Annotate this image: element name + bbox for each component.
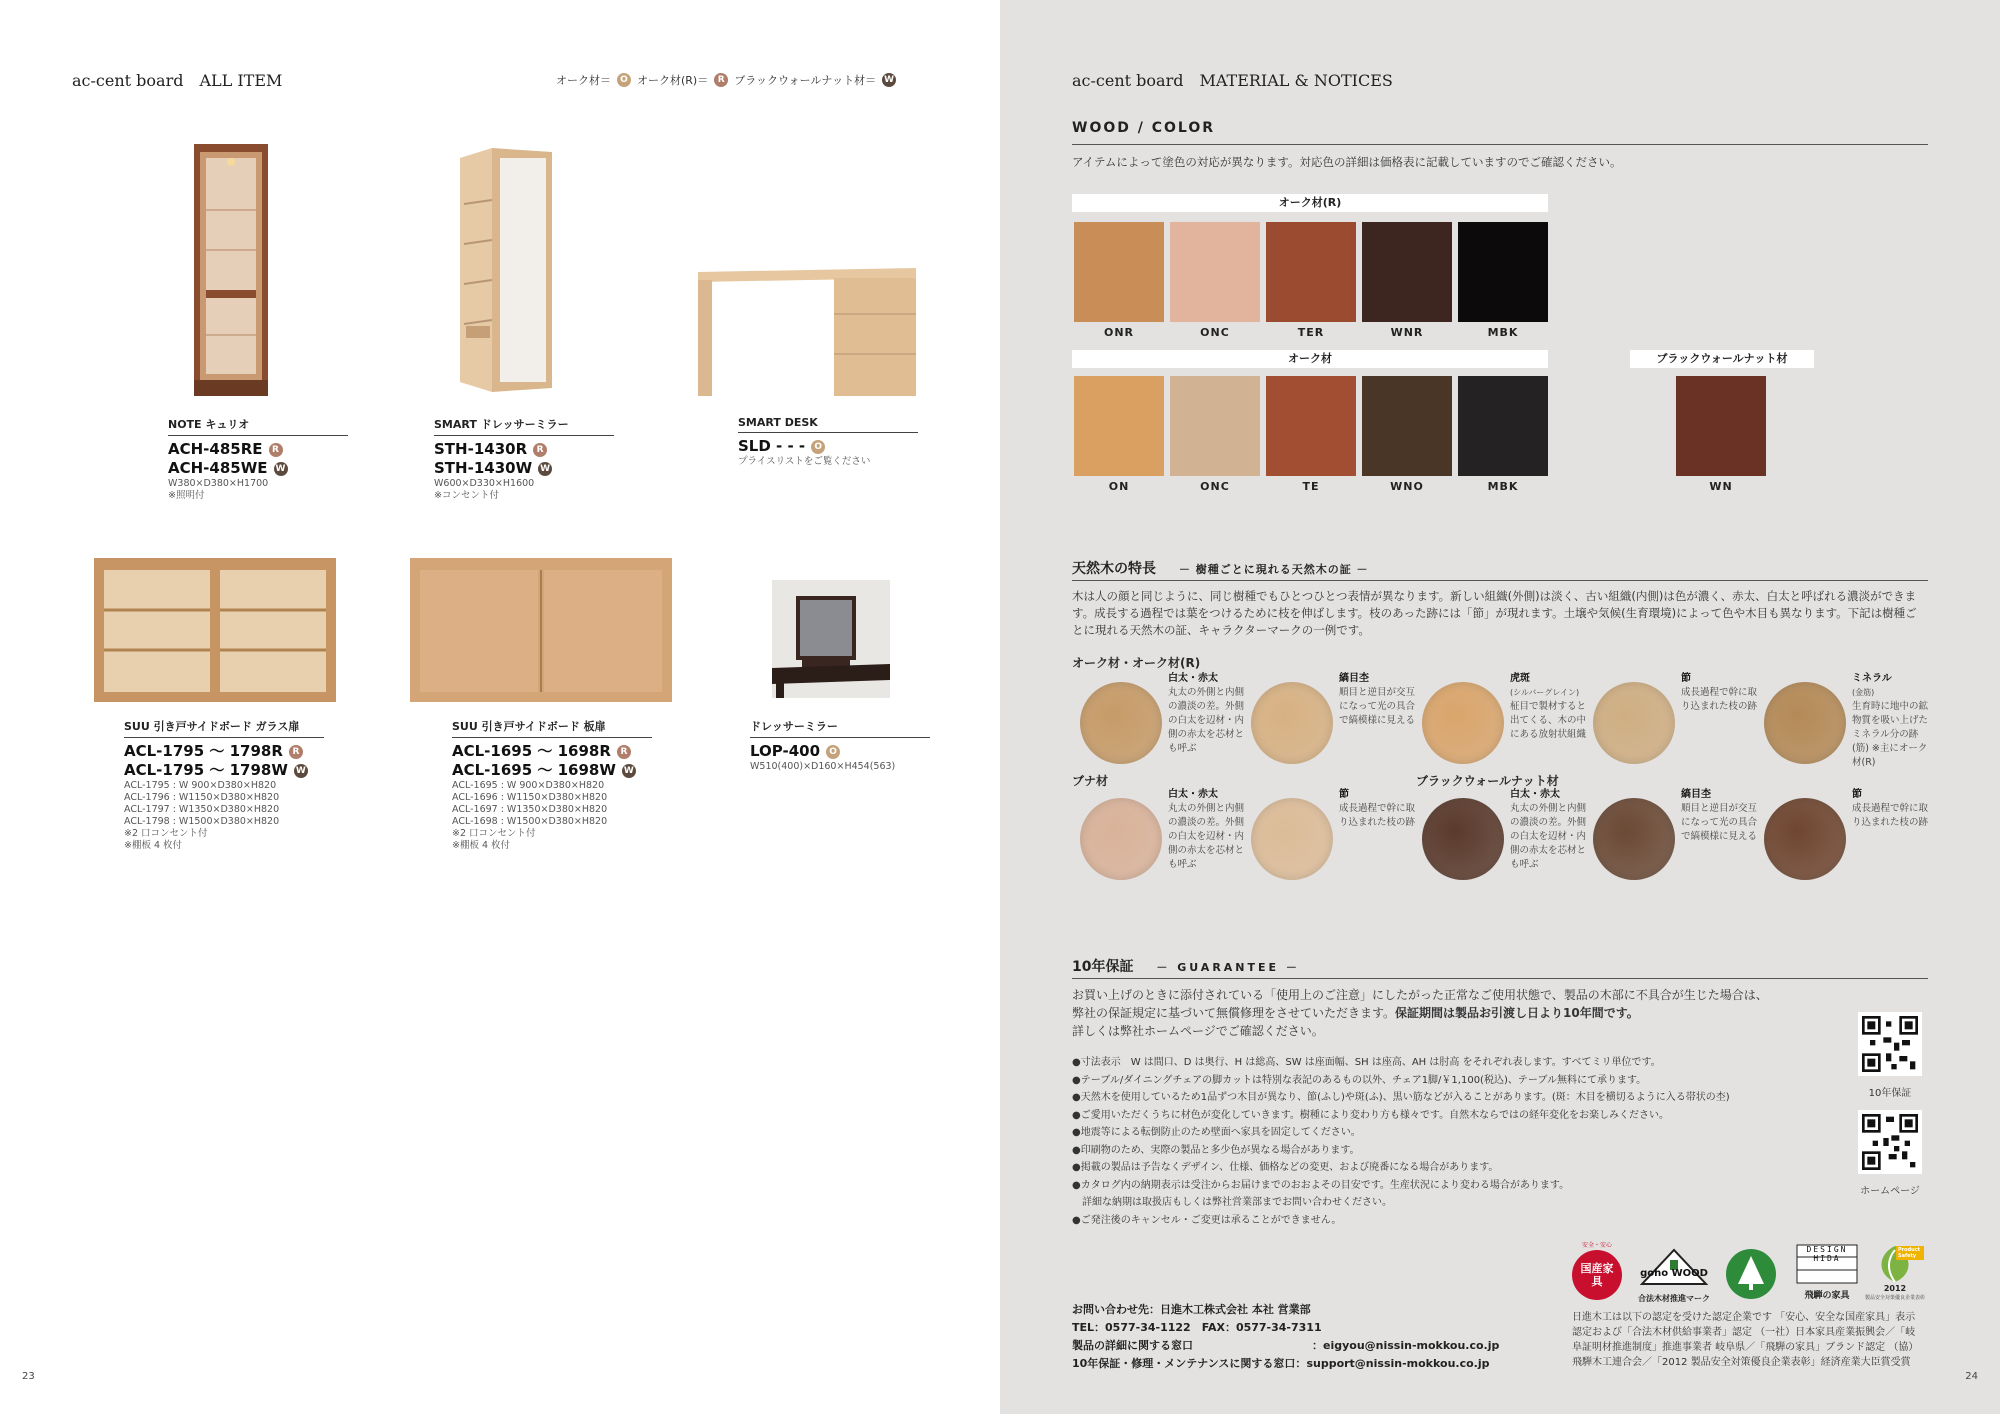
guarantee-period: 保証期間は製品お引渡し日より10年間です。	[1395, 1006, 1639, 1020]
code-text: ACL-1795 ～ 1798W	[124, 761, 288, 779]
natural-wood-body: 木は人の顔と同じように、同じ樹種でもひとつひとつ表情が異なります。新しい組織(外側)は淡く、古い組織(内側)は色が濃く、赤太、白太と呼ばれる濃淡ができます。成長する過程では葉をつけるために枝を伸ばします。枝のあった跡には「節」が現れます。土壌や気候(生育環境)によって色や木目も異なります。下記は樹種ごとに現れる天然木の証、キャラクターマークの一例です。	[1072, 589, 1917, 637]
walnut-group-label: ブラックウォールナット材	[1630, 350, 1814, 368]
color-swatch-wno	[1362, 376, 1452, 476]
product-spec: プライスリストをご覧ください	[738, 456, 871, 467]
character-mark-text: 成長過程で幹に取り込まれた枝の跡	[1681, 687, 1758, 712]
swatch-label: WNO	[1390, 480, 1424, 493]
notice-item: ●テーブル/ダイニングチェアの脚カットは特別な表記のあるもの以外、チェア1脚/￥1,100(税込)、テーブル無料にて承ります。	[1072, 1074, 1647, 1086]
glass-sideboard-image	[92, 556, 338, 704]
contact-product-inquiry	[1072, 1337, 1499, 1355]
oak-r-mark-icon: R	[617, 745, 631, 759]
contact-guarantee-inquiry	[1072, 1355, 1499, 1373]
notice-item: 詳細な納期は取扱店もしくは弊社営業部までお問い合わせください。	[1072, 1197, 1392, 1208]
guarantee-line-a: 弊社の保証規定に基づいて無償修理をさせていただきます。	[1072, 1006, 1396, 1020]
contact-email[interactable]: ：eigyou@nissin-mokkou.co.jp	[1312, 1339, 1500, 1352]
product-card	[750, 718, 930, 773]
color-swatch-te	[1266, 376, 1356, 476]
dresser-mirror-image	[452, 144, 562, 394]
product-category: ドレッサーミラー	[750, 718, 930, 738]
product-code	[738, 437, 918, 456]
product-category: NOTE キュリオ	[168, 416, 348, 436]
beech-characters-label: ブナ材	[1072, 774, 1109, 788]
product-card	[434, 416, 614, 502]
notices-list	[1072, 1054, 1730, 1229]
swatch-label: WNR	[1390, 326, 1424, 339]
color-swatch-wnr	[1362, 222, 1452, 322]
color-swatch-ter	[1266, 222, 1356, 322]
award-year: 2012	[1883, 1284, 1907, 1293]
guarantee-qr-code[interactable]	[1858, 1012, 1922, 1076]
guarantee-heading	[1072, 956, 1300, 976]
divider	[1072, 978, 1928, 979]
character-mark-text: 柾目で製材すると出てくる、木の中にある放射状組織	[1510, 701, 1587, 740]
walnut-mark-icon: W	[882, 73, 896, 87]
hida-kagu-logo	[1796, 1244, 1858, 1302]
color-swatch-onr	[1074, 222, 1164, 322]
product-spec: W510(400)×D160×H454(563)	[750, 761, 896, 772]
notice-item: ●掲載の製品は予告なくデザイン、仕様、価格などの変更、および廃番になる場合があります。	[1072, 1162, 1499, 1173]
goho-logo-text: goho WOOD	[1640, 1268, 1708, 1279]
notice-item: ●カタログ内の納期表示は受注からお届けまでのおおよその目安です。生産状況により変わる場合があります。	[1072, 1179, 1570, 1191]
notice-item: ●天然木を使用しているため1品ずつ木目が異なり、節(ふし)や斑(ふ)、黒い筋などが入ることがあります。(斑：木目を横切るように入る帯状の杢)	[1072, 1092, 1730, 1103]
color-swatch-on	[1074, 376, 1164, 476]
kokusan-logo-text: 国産家具	[1580, 1262, 1614, 1288]
product-code	[168, 440, 348, 459]
character-mark-name: 節	[1339, 789, 1349, 800]
code-text: ACH-485RE	[168, 440, 263, 458]
divider	[1072, 580, 1928, 581]
product-code	[452, 761, 652, 780]
walnut-characters-label: ブラックウォールナット材	[1416, 774, 1559, 788]
goho-logo-caption: 合法木材推進マーク	[1638, 1294, 1710, 1303]
wood-grain-sample	[1422, 682, 1504, 764]
contact-phone: TEL：0577-34-1122 FAX：0577-34-7311	[1072, 1321, 1322, 1334]
swatch-label: MBK	[1487, 480, 1519, 493]
color-swatch-mbk	[1458, 376, 1548, 476]
product-spec: W600×D330×H1600	[434, 478, 535, 489]
kokusan-logo-top: 安全・安心	[1581, 1242, 1612, 1249]
product-spec: ACL-1696 : W1150×D380×H820	[452, 792, 608, 803]
product-spec: ※棚板 4 枚付	[452, 840, 511, 851]
divider	[1072, 144, 1928, 145]
color-swatch-onc	[1170, 376, 1260, 476]
swatch-label: ONR	[1103, 326, 1135, 339]
right-page	[1000, 0, 2000, 1414]
product-spec: W380×D380×H1700	[168, 478, 269, 489]
oak-mark-icon: O	[826, 745, 840, 759]
code-text: ACL-1695 ～ 1698W	[452, 761, 616, 779]
product-spec: ACL-1795 : W 900×D380×H820	[124, 780, 277, 791]
product-spec: ACL-1798 : W1500×D380×H820	[124, 816, 280, 827]
color-swatch-onc	[1170, 222, 1260, 322]
character-mark-name: 虎斑	[1510, 673, 1530, 684]
oak-r-mark-icon: R	[714, 73, 728, 87]
character-mark-name: 節	[1852, 789, 1862, 800]
natural-subheading: － 樹種ごとに現れる天然木の証 －	[1178, 563, 1369, 576]
certification-text: 日進木工は以下の認定を受けた認定企業です 「安心、安全な国産家具」表示認定および「合法木材供給事業者」認定 （一社）日本家具産業振興会／「岐阜証明材推進制度」推進事業者 岐阜県／「飛騨の家具」ブランド認定 （協）飛騨木工連合会／「2012 製品安全対策優良企業表彰」経済産業大臣賞受賞	[1572, 1312, 1919, 1368]
character-mark-desc	[1681, 788, 1761, 844]
guarantee-heading-text: 10年保証	[1072, 959, 1134, 975]
swatch-label: WN	[1709, 480, 1733, 493]
product-spec: ※2 口コンセント付	[452, 828, 536, 839]
code-text: ACL-1695 ～ 1698R	[452, 742, 611, 760]
swatch-label: TE	[1302, 480, 1320, 493]
product-category: SUU 引き戸サイドボード 板扉	[452, 718, 652, 738]
oak-r-mark-icon: R	[269, 443, 283, 457]
product-card	[738, 416, 918, 468]
desk-image	[694, 264, 920, 400]
award-tag: Product Safety	[1896, 1246, 1924, 1260]
product-code	[434, 440, 614, 459]
wood-grain-sample	[1593, 798, 1675, 880]
color-swatch-mbk	[1458, 222, 1548, 322]
guarantee-qr-label: 10年保証	[1868, 1088, 1912, 1099]
character-mark-text: 順目と逆目が交互になって光の具合で縞模様に見える	[1339, 687, 1416, 726]
character-mark-desc	[1168, 672, 1248, 756]
material-legend	[556, 72, 896, 88]
character-mark-text: 丸太の外側と内側の濃淡の差。外側の白太を辺材・内側の赤太を芯材とも呼ぶ	[1168, 687, 1245, 754]
homepage-qr-label: ホームページ	[1860, 1186, 1920, 1197]
product-spec: ACL-1695 : W 900×D380×H820	[452, 780, 605, 791]
product-code	[168, 459, 348, 478]
code-text: STH-1430W	[434, 459, 533, 477]
contact-email[interactable]: support@nissin-mokkou.co.jp	[1306, 1357, 1490, 1370]
character-mark-name: 白太・赤太	[1168, 789, 1218, 800]
walnut-mark-icon: W	[274, 462, 288, 476]
wood-grain-sample	[1764, 798, 1846, 880]
character-mark-desc	[1681, 672, 1761, 714]
hida-logo-letters: DESIGN HIDA	[1806, 1245, 1848, 1263]
character-mark-text: 生育時に地中の鉱物質を吸い上げたミネラル分の跡(筋) ※主にオーク材(R)	[1852, 701, 1929, 768]
notice-item: ●印刷物のため、実際の製品と多少色が異なる場合があります。	[1072, 1144, 1360, 1156]
product-spec: ※棚板 4 枚付	[124, 840, 183, 851]
page-number-left: 23	[22, 1371, 35, 1382]
page-number-right: 24	[1965, 1371, 1978, 1382]
character-mark-name: 縞目杢	[1339, 673, 1369, 684]
notice-item: ●寸法表示 W は間口、D は奥行、H は総高、SW は座面幅、SH は座高、AH は肘高 をそれぞれ表します。すべてミリ単位です。	[1072, 1057, 1661, 1068]
contact-company: お問い合わせ先：日進木工株式会社 本社 営業部	[1072, 1303, 1311, 1316]
wood-color-note: アイテムによって塗色の対応が異なります。対応色の詳細は価格表に記載していますのでご確認ください。	[1072, 155, 1622, 169]
gifu-logo	[1722, 1244, 1780, 1302]
product-code	[124, 761, 324, 780]
curio-cabinet-image	[190, 140, 272, 400]
code-text: STH-1430R	[434, 440, 528, 458]
product-safety-award-logo	[1866, 1244, 1924, 1302]
legend-oak-r: オーク材(R)＝	[637, 74, 709, 87]
hida-logo-text: 飛騨の家具	[1804, 1291, 1850, 1301]
product-spec: ※照明付	[168, 490, 205, 501]
kokusan-kagu-logo	[1568, 1244, 1626, 1302]
character-mark-desc	[1168, 788, 1248, 872]
award-caption: 製品安全対策優良企業表彰	[1864, 1295, 1925, 1301]
product-spec: ACL-1697 : W1350×D380×H820	[452, 804, 608, 815]
character-mark-text: 成長過程で幹に取り込まれた枝の跡	[1339, 803, 1416, 828]
code-text: ACL-1795 ～ 1798R	[124, 742, 283, 760]
product-category: SMART DESK	[738, 416, 918, 433]
guarantee-line	[1072, 1004, 1932, 1022]
guarantee-line: お買い上げのときに添付されている「使用上のご注意」にしたがった正常なご使用状態で、製品の木部に不具合が生じた場合は、	[1072, 988, 1768, 1002]
product-card	[124, 718, 324, 852]
character-mark-text: 成長過程で幹に取り込まれた枝の跡	[1852, 803, 1929, 828]
swatch-label: ONC	[1200, 480, 1230, 493]
character-mark-desc	[1339, 672, 1419, 728]
code-text: ACH-485WE	[168, 459, 268, 477]
left-page-title: ac-cent board ALL ITEM	[72, 71, 283, 90]
goho-wood-icon	[1638, 1244, 1710, 1288]
character-mark-desc	[1510, 672, 1590, 742]
code-text: SLD - - -	[738, 437, 806, 455]
character-mark-name: 白太・赤太	[1510, 789, 1560, 800]
natural-heading-text: 天然木の特長	[1072, 561, 1156, 577]
right-page-title: ac-cent board MATERIAL & NOTICES	[1072, 71, 1393, 90]
character-mark-desc	[1510, 788, 1590, 872]
swatch-label: MBK	[1487, 326, 1519, 339]
board-sideboard-image	[408, 556, 674, 704]
oak-r-mark-icon: R	[289, 745, 303, 759]
wood-grain-sample	[1251, 798, 1333, 880]
homepage-qr-code[interactable]	[1858, 1110, 1922, 1174]
wood-grain-sample	[1080, 682, 1162, 764]
product-code	[452, 742, 652, 761]
wood-grain-sample	[1422, 798, 1504, 880]
gifu-logo-icon	[1722, 1244, 1780, 1302]
product-spec: ※2 口コンセント付	[124, 828, 208, 839]
oak-mark-icon: O	[811, 440, 825, 454]
character-mark-name: 節	[1681, 673, 1691, 684]
product-card	[168, 416, 348, 502]
character-mark-name: 縞目杢	[1681, 789, 1711, 800]
product-category: SMART ドレッサーミラー	[434, 416, 614, 436]
natural-wood-heading	[1072, 558, 1369, 578]
walnut-mark-icon: W	[622, 764, 636, 778]
guarantee-subheading: － GUARANTEE －	[1156, 961, 1300, 974]
wood-grain-sample	[1764, 682, 1846, 764]
character-mark-sub: (シルバーグレイン)	[1510, 688, 1580, 697]
character-mark-desc	[1852, 672, 1932, 770]
wood-grain-sample	[1251, 682, 1333, 764]
product-spec: ※コンセント付	[434, 490, 499, 501]
table-mirror-image	[772, 580, 890, 698]
oak-group-label: オーク材	[1072, 350, 1548, 368]
product-spec: ACL-1698 : W1500×D380×H820	[452, 816, 608, 827]
product-spec: ACL-1797 : W1350×D380×H820	[124, 804, 280, 815]
color-swatch-wn	[1676, 376, 1766, 476]
product-code	[750, 742, 930, 761]
oak-r-group-label: オーク材(R)	[1072, 194, 1548, 212]
notice-item: ●ご愛用いただくうちに材色が変化していきます。樹種により変わり方も様々です。自然木ならではの経年変化をお楽しみください。	[1072, 1109, 1670, 1121]
character-mark-text: 丸太の外側と内側の濃淡の差。外側の白太を辺材・内側の赤太を芯材とも呼ぶ	[1510, 803, 1587, 870]
wood-color-heading: WOOD / COLOR	[1072, 120, 1216, 136]
swatch-label: TER	[1297, 326, 1325, 339]
contact-info	[1072, 1301, 1499, 1373]
product-code	[124, 742, 324, 761]
wood-grain-sample	[1080, 798, 1162, 880]
notice-item: ●ご発注後のキャンセル・ご変更は承ることができません。	[1072, 1214, 1342, 1226]
guarantee-line: 詳しくは弊社ホームページでご確認ください。	[1072, 1024, 1324, 1038]
product-code	[434, 459, 614, 478]
character-mark-name: ミネラル	[1852, 673, 1892, 684]
notice-item: ●地震等による転倒防止のため壁面へ家具を固定してください。	[1072, 1127, 1361, 1138]
swatch-label: ON	[1108, 480, 1130, 493]
guarantee-body	[1072, 986, 1932, 1040]
wood-grain-sample	[1593, 682, 1675, 764]
character-mark-text: 丸太の外側と内側の濃淡の差。外側の白太を辺材・内側の赤太を芯材とも呼ぶ	[1168, 803, 1245, 870]
legend-walnut: ブラックウォールナット材＝	[734, 74, 877, 87]
character-mark-desc	[1339, 788, 1419, 830]
contact-label: 製品の詳細に関する窓口	[1072, 1339, 1193, 1352]
character-mark-text: 順目と逆目が交互になって光の具合で縞模様に見える	[1681, 803, 1758, 842]
character-mark-sub: (金筋)	[1852, 688, 1875, 697]
swatch-label: ONC	[1200, 326, 1230, 339]
legend-oak: オーク材＝	[556, 74, 611, 87]
product-card	[452, 718, 652, 852]
character-mark-name: 白太・赤太	[1168, 673, 1218, 684]
oak-mark-icon: O	[617, 73, 631, 87]
oak-characters-label: オーク材・オーク材(R)	[1072, 656, 1201, 670]
goho-wood-logo	[1638, 1244, 1710, 1302]
oak-r-mark-icon: R	[533, 443, 547, 457]
walnut-mark-icon: W	[538, 462, 552, 476]
walnut-mark-icon: W	[294, 764, 308, 778]
product-category: SUU 引き戸サイドボード ガラス扉	[124, 718, 324, 738]
product-spec: ACL-1796 : W1150×D380×H820	[124, 792, 280, 803]
code-text: LOP-400	[750, 742, 821, 760]
contact-label: 10年保証・修理・メンテナンスに関する窓口：	[1072, 1357, 1307, 1370]
character-mark-desc	[1852, 788, 1932, 830]
